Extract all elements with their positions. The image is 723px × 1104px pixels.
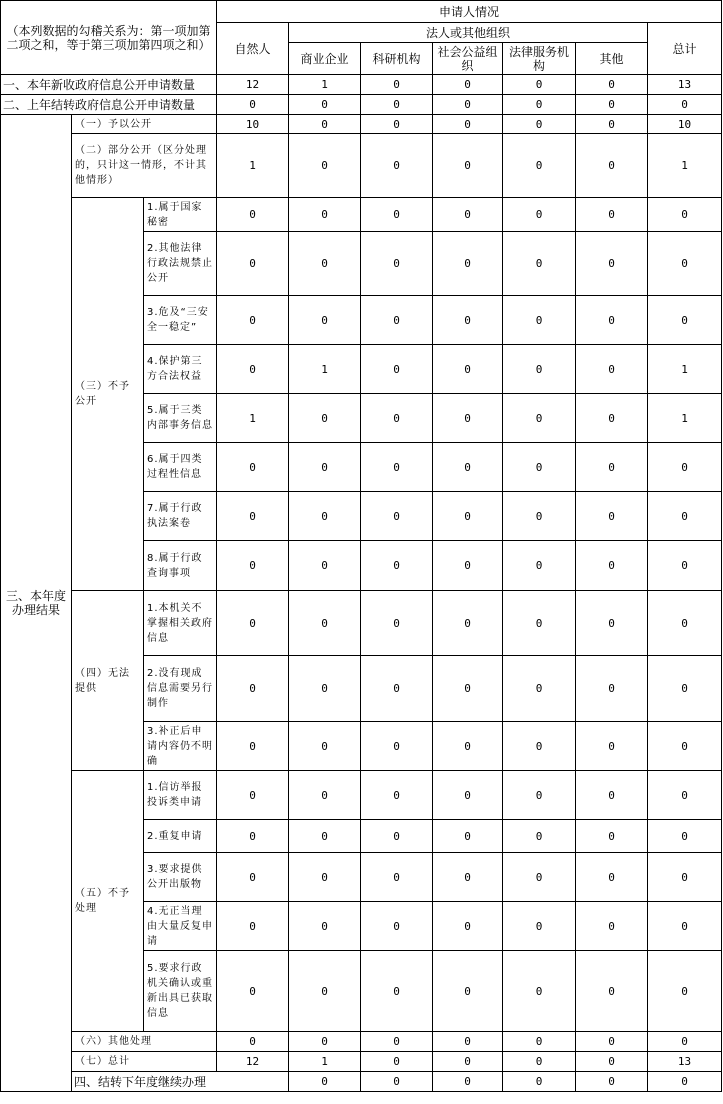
value-cell: 0 (433, 232, 503, 296)
value-cell: 0 (361, 443, 433, 492)
value-cell: 0 (361, 95, 433, 115)
value-cell: 1 (289, 345, 361, 394)
item-label: 2.其他法律行政法规禁止公开 (144, 232, 217, 296)
value-cell: 0 (576, 951, 648, 1032)
value-cell: 0 (576, 771, 648, 820)
value-cell: 0 (361, 394, 433, 443)
value-cell: 0 (503, 443, 576, 492)
value-cell: 0 (217, 443, 289, 492)
value-cell: 13 (648, 75, 722, 95)
value-cell: 0 (503, 771, 576, 820)
value-cell: 0 (361, 771, 433, 820)
value-cell: 0 (217, 771, 289, 820)
value-cell: 0 (648, 1032, 722, 1052)
value-cell: 0 (576, 232, 648, 296)
table-row (1, 1052, 722, 1072)
value-cell: 0 (361, 1032, 433, 1052)
value-cell: 0 (648, 951, 722, 1032)
table-row (1, 198, 722, 232)
value-cell: 1 (648, 345, 722, 394)
value-cell: 0 (217, 722, 289, 771)
value-cell: 0 (361, 902, 433, 951)
value-cell: 0 (576, 541, 648, 591)
value-cell: 0 (648, 656, 722, 722)
value-cell: 0 (576, 902, 648, 951)
value-cell: 1 (217, 134, 289, 198)
value-cell: 0 (289, 1072, 361, 1092)
item-label: 2.重复申请 (144, 820, 217, 853)
value-cell: 0 (361, 75, 433, 95)
value-cell: 0 (576, 492, 648, 541)
value-cell: 0 (433, 902, 503, 951)
value-cell: 0 (433, 198, 503, 232)
value-cell: 0 (217, 345, 289, 394)
value-cell: 0 (289, 296, 361, 345)
item-label: 1.信访举报投诉类申请 (144, 771, 217, 820)
value-cell: 12 (217, 75, 289, 95)
table-row (1, 1072, 722, 1092)
value-cell: 0 (433, 345, 503, 394)
value-cell: 0 (289, 591, 361, 656)
value-cell: 0 (503, 115, 576, 134)
value-cell: 1 (648, 394, 722, 443)
table-row (1, 115, 722, 134)
value-cell: 0 (576, 95, 648, 115)
header-applicant-info: 申请人情况 (217, 1, 722, 23)
value-cell: 0 (433, 541, 503, 591)
value-cell: 0 (217, 656, 289, 722)
value-cell: 0 (433, 134, 503, 198)
value-cell: 0 (648, 198, 722, 232)
value-cell: 0 (576, 1052, 648, 1072)
value-cell: 0 (576, 115, 648, 134)
header-legal-service: 法律服务机构 (503, 43, 576, 75)
value-cell: 0 (576, 722, 648, 771)
sub-row-label: （七）总计 (72, 1052, 217, 1072)
value-cell: 0 (289, 95, 361, 115)
value-cell: 0 (217, 591, 289, 656)
value-cell: 0 (289, 951, 361, 1032)
value-cell: 0 (648, 541, 722, 591)
value-cell: 0 (648, 95, 722, 115)
value-cell: 0 (289, 902, 361, 951)
value-cell: 0 (433, 75, 503, 95)
value-cell: 0 (361, 134, 433, 198)
sub-row-label: （二）部分公开（区分处理的，只计这一情形，不计其他情形） (72, 134, 217, 198)
value-cell: 0 (433, 820, 503, 853)
value-cell: 0 (503, 951, 576, 1032)
table-row (1, 95, 722, 115)
item-label: 5.要求行政机关确认或重新出具已获取信息 (144, 951, 217, 1032)
value-cell: 0 (289, 443, 361, 492)
item-label: 5.属于三类内部事务信息 (144, 394, 217, 443)
value-cell: 0 (648, 820, 722, 853)
value-cell: 0 (503, 820, 576, 853)
header-research: 科研机构 (361, 43, 433, 75)
value-cell: 0 (503, 134, 576, 198)
value-cell: 0 (361, 722, 433, 771)
value-cell: 0 (433, 95, 503, 115)
value-cell: 0 (503, 656, 576, 722)
item-label: 3.补正后申请内容仍不明确 (144, 722, 217, 771)
item-label: 3.危及“三安全一稳定” (144, 296, 217, 345)
value-cell: 0 (433, 296, 503, 345)
value-cell: 0 (361, 591, 433, 656)
table-row (1, 1032, 722, 1052)
value-cell: 0 (289, 198, 361, 232)
group-label: （四）无法提供 (72, 591, 144, 771)
value-cell: 0 (361, 296, 433, 345)
item-label: 1.属于国家秘密 (144, 198, 217, 232)
table-row (1, 591, 722, 656)
value-cell: 0 (433, 115, 503, 134)
value-cell: 0 (648, 771, 722, 820)
value-cell: 0 (503, 1072, 576, 1092)
value-cell: 0 (361, 115, 433, 134)
sub-row-label: （一）予以公开 (72, 115, 217, 134)
value-cell: 1 (648, 134, 722, 198)
value-cell: 0 (576, 394, 648, 443)
value-cell: 0 (217, 492, 289, 541)
value-cell: 0 (289, 394, 361, 443)
value-cell: 1 (217, 394, 289, 443)
value-cell: 0 (503, 853, 576, 902)
value-cell: 0 (361, 232, 433, 296)
value-cell: 0 (361, 656, 433, 722)
value-cell: 0 (503, 1032, 576, 1052)
value-cell: 0 (217, 95, 289, 115)
value-cell: 13 (648, 1052, 722, 1072)
value-cell: 0 (576, 853, 648, 902)
value-cell: 0 (576, 591, 648, 656)
value-cell: 10 (648, 115, 722, 134)
item-label: 4.无正当理由大量反复申请 (144, 902, 217, 951)
value-cell: 0 (289, 820, 361, 853)
value-cell: 0 (576, 134, 648, 198)
value-cell: 0 (433, 1032, 503, 1052)
value-cell: 0 (361, 541, 433, 591)
sub-row-label: （六）其他处理 (72, 1032, 217, 1052)
value-cell: 0 (433, 394, 503, 443)
value-cell: 0 (217, 951, 289, 1032)
value-cell: 0 (648, 492, 722, 541)
section-3-label: 三、本年度办理结果 (1, 115, 72, 1092)
value-cell: 0 (576, 656, 648, 722)
value-cell: 0 (289, 853, 361, 902)
value-cell: 0 (289, 115, 361, 134)
row-label: 四、结转下年度继续办理 (72, 1072, 289, 1092)
value-cell: 0 (648, 591, 722, 656)
value-cell: 0 (503, 722, 576, 771)
value-cell: 0 (433, 951, 503, 1032)
value-cell: 0 (503, 541, 576, 591)
value-cell: 0 (217, 902, 289, 951)
value-cell: 0 (289, 541, 361, 591)
value-cell: 0 (361, 1072, 433, 1092)
value-cell: 0 (576, 443, 648, 492)
value-cell: 0 (576, 1032, 648, 1052)
value-cell: 0 (289, 492, 361, 541)
header-total: 总计 (648, 23, 722, 75)
header-natural-person: 自然人 (217, 23, 289, 75)
value-cell: 0 (576, 296, 648, 345)
value-cell: 0 (648, 443, 722, 492)
value-cell: 0 (648, 1072, 722, 1092)
value-cell: 0 (217, 232, 289, 296)
value-cell: 0 (576, 820, 648, 853)
item-label: 4.保护第三方合法权益 (144, 345, 217, 394)
value-cell: 0 (361, 951, 433, 1032)
value-cell: 0 (503, 492, 576, 541)
value-cell: 0 (576, 1072, 648, 1092)
value-cell: 0 (361, 1052, 433, 1072)
value-cell: 0 (576, 345, 648, 394)
value-cell: 0 (217, 1032, 289, 1052)
value-cell: 0 (648, 722, 722, 771)
item-label: 7.属于行政执法案卷 (144, 492, 217, 541)
value-cell: 0 (503, 198, 576, 232)
table-row (1, 134, 722, 198)
value-cell: 0 (503, 591, 576, 656)
value-cell: 0 (433, 722, 503, 771)
value-cell: 0 (361, 853, 433, 902)
group-label: （三）不予公开 (72, 198, 144, 591)
value-cell: 0 (433, 656, 503, 722)
value-cell: 0 (433, 1072, 503, 1092)
header-commercial: 商业企业 (289, 43, 361, 75)
value-cell: 0 (503, 394, 576, 443)
value-cell: 0 (648, 232, 722, 296)
value-cell: 0 (289, 771, 361, 820)
value-cell: 0 (217, 541, 289, 591)
value-cell: 0 (289, 232, 361, 296)
value-cell: 1 (289, 1052, 361, 1072)
value-cell: 0 (217, 820, 289, 853)
row-label: 一、本年新收政府信息公开申请数量 (1, 75, 217, 95)
table-row (1, 771, 722, 820)
value-cell: 0 (361, 820, 433, 853)
header-legal-group: 法人或其他组织 (289, 23, 648, 43)
value-cell: 0 (217, 198, 289, 232)
value-cell: 12 (217, 1052, 289, 1072)
value-cell: 0 (289, 656, 361, 722)
value-cell: 0 (289, 134, 361, 198)
item-label: 3.要求提供公开出版物 (144, 853, 217, 902)
value-cell: 0 (648, 296, 722, 345)
value-cell: 0 (503, 902, 576, 951)
value-cell: 0 (217, 296, 289, 345)
group-label: （五）不予处理 (72, 771, 144, 1032)
value-cell: 0 (433, 591, 503, 656)
table-row (1, 75, 722, 95)
value-cell: 0 (361, 198, 433, 232)
value-cell: 0 (433, 1052, 503, 1072)
item-label: 6.属于四类过程性信息 (144, 443, 217, 492)
header-other: 其他 (576, 43, 648, 75)
header-note: （本列数据的勾稽关系为：第一项加第二项之和，等于第三项加第四项之和） (1, 1, 217, 75)
value-cell: 0 (503, 345, 576, 394)
value-cell: 10 (217, 115, 289, 134)
value-cell: 0 (217, 853, 289, 902)
header-social: 社会公益组织 (433, 43, 503, 75)
value-cell: 0 (503, 296, 576, 345)
value-cell: 0 (433, 771, 503, 820)
value-cell: 0 (576, 198, 648, 232)
value-cell: 0 (289, 722, 361, 771)
value-cell: 0 (433, 443, 503, 492)
value-cell: 0 (361, 492, 433, 541)
value-cell: 1 (289, 75, 361, 95)
value-cell: 0 (503, 1052, 576, 1072)
value-cell: 0 (503, 95, 576, 115)
value-cell: 0 (576, 75, 648, 95)
value-cell: 0 (433, 853, 503, 902)
value-cell: 0 (361, 345, 433, 394)
item-label: 2.没有现成信息需要另行制作 (144, 656, 217, 722)
value-cell: 0 (503, 75, 576, 95)
item-label: 8.属于行政查询事项 (144, 541, 217, 591)
item-label: 1.本机关不掌握相关政府信息 (144, 591, 217, 656)
value-cell: 0 (289, 1032, 361, 1052)
value-cell: 0 (433, 492, 503, 541)
value-cell: 0 (648, 902, 722, 951)
row-label: 二、上年结转政府信息公开申请数量 (1, 95, 217, 115)
value-cell: 0 (503, 232, 576, 296)
value-cell: 0 (648, 853, 722, 902)
